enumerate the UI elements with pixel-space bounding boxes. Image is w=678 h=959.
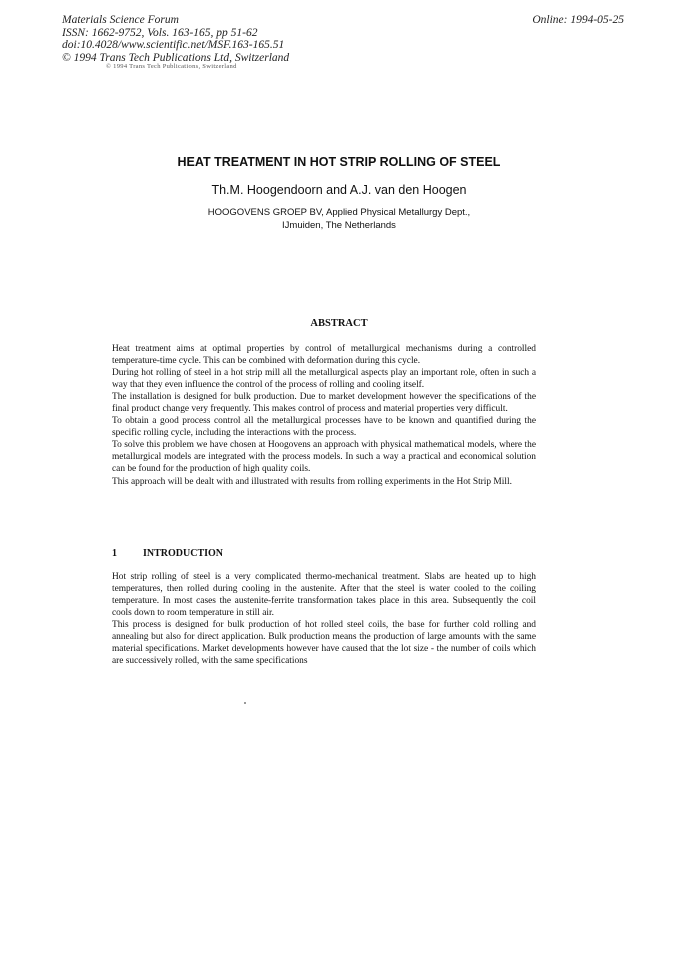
journal-header <box>62 14 289 64</box>
abstract-paragraph: To solve this problem we have chosen at Hoogovens an approach with physical mathematical models, where the metallurgical models are integrated with the process models. In such a way a practical and economical solution can be found for the production of high quality coils. <box>112 440 536 475</box>
issn-line: ISSN: 1662-9752, Vols. 163-165, pp 51-62 <box>62 26 258 39</box>
abstract-paragraph: Heat treatment aims at optimal properties by control of metallurgical mechanisms during a controlled temperature-time cycle. This can be combined with deformation during this cycle. <box>112 344 536 367</box>
introduction-paragraph: This process is designed for bulk production of hot rolled steel coils, the base for further cold rolling and annealing but also for direct application. Bulk production means the production of large amounts with the same material specifications. Market developments however have caused that the lot size - the number of coils which are successively rolled, with the same specifications <box>112 620 536 667</box>
affiliation-line: HOOGOVENS GROEP BV, Applied Physical Metallurgy Dept., <box>207 207 471 218</box>
introduction-heading <box>112 548 223 559</box>
introduction-paragraph: Hot strip rolling of steel is a very complicated thermo-mechanical treatment. Slabs are heated up to high temperatures, then rolled during cooling in the austenite. After that the steel is water cooled to the coiling temperature. In most cases the austenite-ferrite transformation takes place in this area. Subsequently the coil cools down to room temperature in still air. <box>112 572 536 619</box>
affiliation-line: IJmuiden, The Netherlands <box>282 219 396 231</box>
section-title: INTRODUCTION <box>143 548 224 559</box>
introduction-body <box>112 571 536 667</box>
doi-line: doi:10.4028/www.scientific.net/MSF.163-165.51 <box>62 39 285 51</box>
abstract-body <box>112 343 536 488</box>
section-number: 1 <box>112 548 117 559</box>
faded-copyright: © 1994 Trans Tech Publications, Switzerland <box>106 63 237 70</box>
scan-speck <box>244 702 246 704</box>
journal-name: Materials Science Forum <box>62 14 179 26</box>
abstract-heading: ABSTRACT <box>310 318 368 329</box>
paper-title: HEAT TREATMENT IN HOT STRIP ROLLING OF STEEL <box>177 155 501 169</box>
abstract-paragraph: The installation is designed for bulk production. Due to market development however the specifications of the final product change very frequently. This makes control of process and material properties very difficult. <box>112 392 536 415</box>
abstract-paragraph: To obtain a good process control all the metallurgical processes have to be known and quantified during the specific rolling cycle, including the interactions with the process. <box>112 416 536 439</box>
affiliation <box>0 207 678 232</box>
copyright-line: © 1994 Trans Tech Publications Ltd, Switzerland <box>62 51 290 64</box>
online-date: Online: 1994-05-25 <box>532 14 624 26</box>
abstract-paragraph: During hot rolling of steel in a hot strip mill all the metallurgical aspects play an important role, often in such a way that they even influence the control of the process of rolling and cooling itself. <box>112 368 536 391</box>
abstract-paragraph: This approach will be dealt with and illustrated with results from rolling experiments in the Hot Strip Mill. <box>112 476 512 487</box>
paper-authors: Th.M. Hoogendoorn and A.J. van den Hoogen <box>211 183 467 197</box>
